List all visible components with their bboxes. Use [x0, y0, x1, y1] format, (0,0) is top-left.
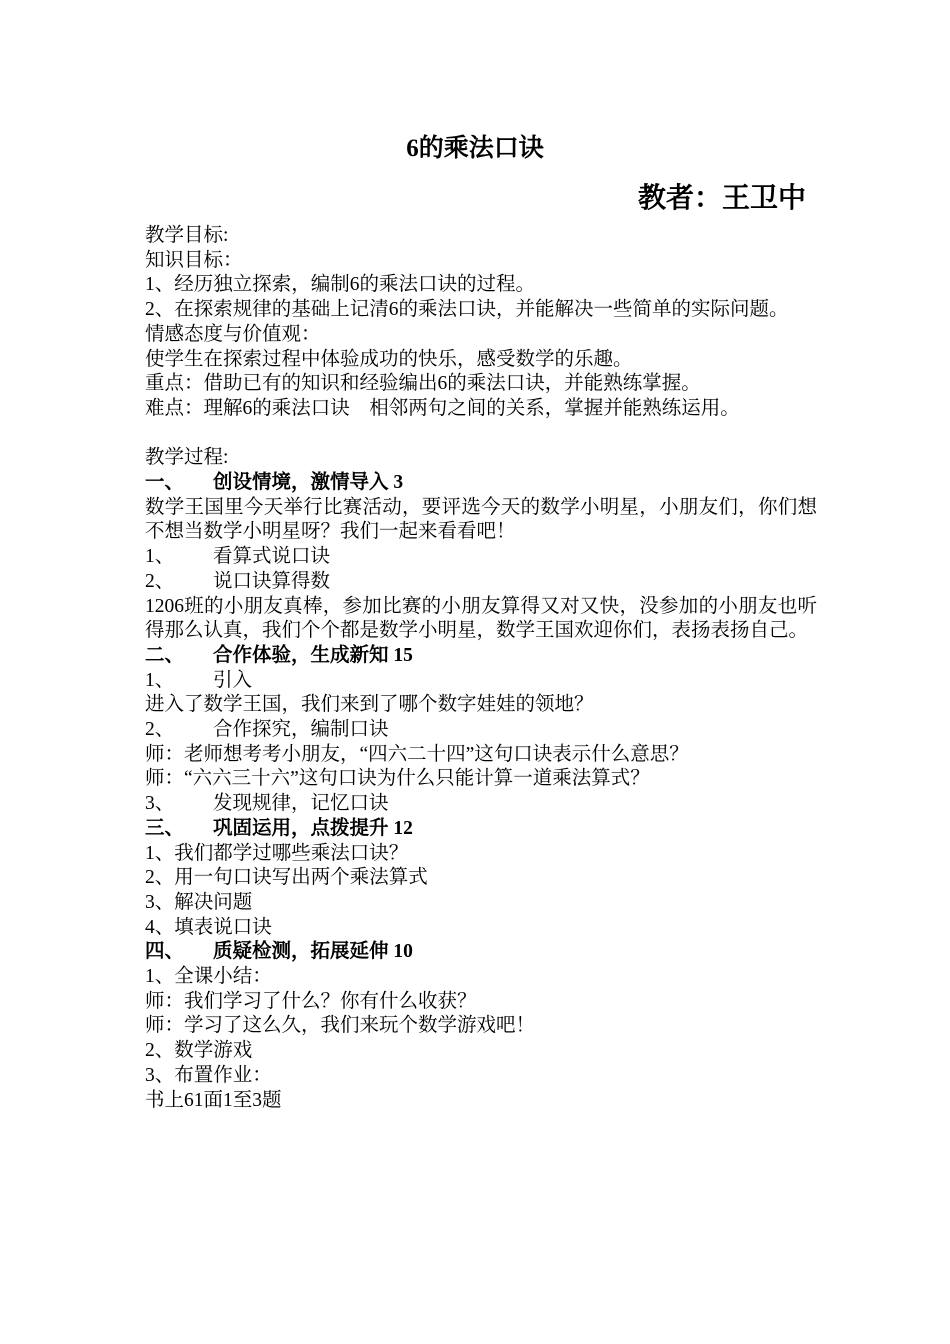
item-number: 1、	[145, 546, 175, 568]
item-text: 看算式说口诀	[213, 546, 331, 568]
section-4-line-6: 书上61面1至3题	[145, 1089, 282, 1111]
section-3-heading	[145, 817, 817, 842]
section-3-line-3: 3、解决问题	[145, 891, 253, 913]
section-1-intro: 数学王国里今天举行比赛活动，要评选今天的数学小明星，小朋友们，你们想不想当数学小明星呀？我们一起来看看吧！	[145, 496, 817, 543]
item-text: 说口诀算得数	[213, 570, 331, 592]
section-2-text-2: 师：老师想考考小朋友，“四六二十四”这句口诀表示什么意思？	[145, 743, 689, 765]
section-4-line-2: 师：我们学习了什么？你有什么收获？	[145, 990, 477, 1012]
process-heading: 教学过程:	[145, 447, 229, 469]
section-4-line-5: 3、布置作业：	[145, 1064, 272, 1086]
section-4-line-1: 1、全课小结：	[145, 966, 272, 988]
section-3-line-2: 2、用一句口诀写出两个乘法算式	[145, 867, 428, 889]
knowledge-heading: 知识目标：	[145, 249, 243, 271]
knowledge-item-2: 2、在探索规律的基础上记清6的乘法口诀，并能解决一些简单的实际问题。	[145, 299, 789, 321]
objectives-heading: 教学目标:	[145, 225, 229, 246]
section-1-title: 创设情境，激情导入 3	[213, 472, 404, 494]
section-2-title: 合作体验，生成新知 15	[213, 644, 413, 666]
section-1-outro: 1206班的小朋友真棒，参加比赛的小朋友算得又对又快，没参加的小朋友也听得那么认真，我们个个都是数学小明星，数学王国欢迎你们，表扬表扬自己。	[145, 595, 817, 642]
emotion-heading: 情感态度与价值观：	[145, 323, 321, 345]
spacer	[145, 422, 817, 447]
difficult-point: 难点：理解6的乘法口诀 相邻两句之间的关系，掌握并能熟练运用。	[145, 397, 740, 419]
document-body	[145, 224, 817, 1113]
section-2-number: 二、	[145, 644, 185, 666]
section-1-item-1	[145, 545, 817, 570]
author-line: 教者：王卫中	[637, 183, 806, 214]
section-2-item-1	[145, 669, 817, 694]
section-1-heading	[145, 471, 817, 496]
item-number: 2、	[145, 719, 175, 741]
section-4-line-3: 师：学习了这么久，我们来玩个数学游戏吧！	[145, 1015, 536, 1037]
item-number: 3、	[145, 793, 175, 815]
section-3-line-4: 4、填表说口诀	[145, 916, 272, 938]
section-2-text-3: 师：“六六三十六”这句口诀为什么只能计算一道乘法算式？	[145, 768, 650, 790]
section-2-item-3	[145, 792, 817, 817]
emotion-item-1: 使学生在探索过程中体验成功的快乐，感受数学的乐趣。	[145, 348, 633, 370]
section-1-item-2	[145, 570, 817, 595]
section-3-title: 巩固运用，点拨提升 12	[213, 817, 413, 839]
section-4-line-4: 2、数学游戏	[145, 1040, 253, 1062]
item-number: 1、	[145, 669, 175, 691]
section-4-heading	[145, 940, 817, 965]
section-4-title: 质疑检测，拓展延伸 10	[213, 941, 413, 963]
section-4-number: 四、	[145, 941, 185, 963]
item-text: 发现规律，记忆口诀	[213, 793, 389, 815]
section-3-line-1: 1、我们都学过哪些乘法口诀？	[145, 842, 409, 864]
section-1-number: 一、	[145, 472, 185, 494]
section-2-item-2	[145, 718, 817, 743]
section-2-heading	[145, 644, 817, 669]
key-point: 重点：借助已有的知识和经验编出6的乘法口诀，并能熟练掌握。	[145, 373, 701, 395]
document-title: 6的乘法口诀	[406, 135, 544, 162]
section-2-text-1: 进入了数学王国，我们来到了哪个数字娃娃的领地？	[145, 694, 594, 716]
item-text: 引入	[213, 669, 253, 691]
knowledge-item-1: 1、经历独立探索，编制6的乘法口诀的过程。	[145, 274, 536, 296]
item-text: 合作探究，编制口诀	[213, 719, 389, 741]
item-number: 2、	[145, 570, 175, 592]
section-3-number: 三、	[145, 817, 185, 839]
